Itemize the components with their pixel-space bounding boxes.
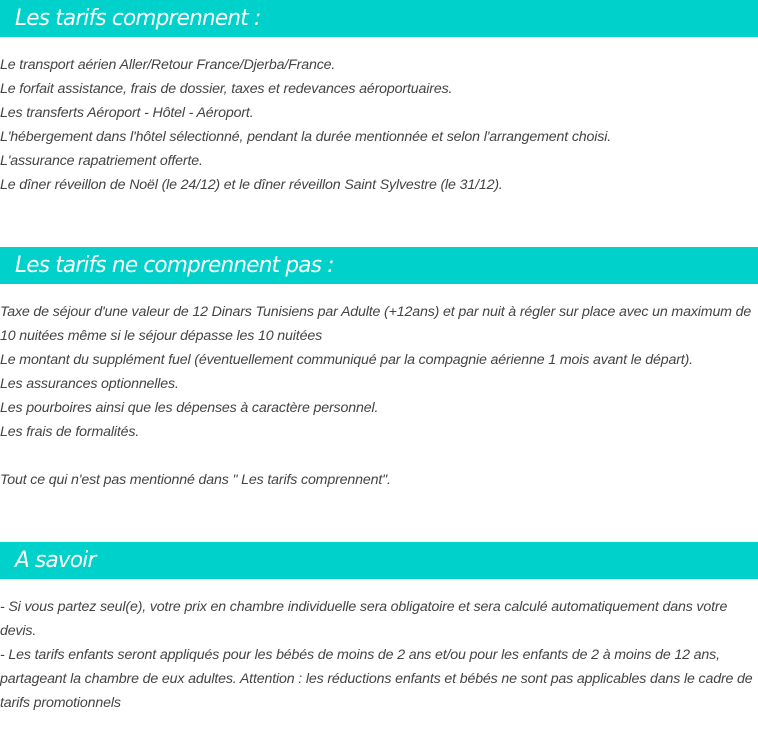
not-included-item: Les assurances optionnelles. bbox=[0, 376, 179, 392]
section-title-included: Les tarifs comprennent : bbox=[15, 5, 261, 31]
included-item: Les transferts Aéroport - Hôtel - Aéroport. bbox=[0, 105, 254, 121]
spacer bbox=[0, 444, 758, 468]
included-item: Le dîner réveillon de Noël (le 24/12) et le dîner réveillon Saint Sylvestre (le 31/12). bbox=[0, 177, 503, 193]
included-item: Le forfait assistance, frais de dossier, taxes et redevances aéroportuaires. bbox=[0, 81, 453, 97]
included-item: L'hébergement dans l'hôtel sélectionné, pendant la durée mentionnée et selon l'arrangement choisi. bbox=[0, 129, 611, 145]
not-included-item: Les pourboires ainsi que les dépenses à caractère personnel. bbox=[0, 400, 379, 416]
good-to-know-item: - Les tarifs enfants seront appliqués pour les bébés de moins de 2 ans et/ou pour les enfants de 2 à moins de 12 ans, partageant la chambre de eux adultes. Attention : les réductions enfants et bébés ne sont pas applicables dans le cadre de tarifs promotionnels bbox=[0, 647, 753, 711]
not-included-note: Tout ce qui n'est pas mentionné dans " Les tarifs comprennent". bbox=[0, 472, 391, 488]
section-header-included bbox=[0, 0, 758, 37]
not-included-list bbox=[0, 300, 758, 492]
section-header-not-included bbox=[0, 247, 758, 284]
section-title-good-to-know: A savoir bbox=[15, 547, 96, 573]
good-to-know-item: - Si vous partez seul(e), votre prix en chambre individuelle sera obligatoire et sera calculé automatiquement dans votre devis. bbox=[0, 599, 728, 639]
not-included-item: Les frais de formalités. bbox=[0, 424, 140, 440]
not-included-item: Taxe de séjour d'une valeur de 12 Dinars Tunisiens par Adulte (+12ans) et par nuit à régler sur place avec un maximum de 10 nuitées même si le séjour dépasse les 10 nuitées bbox=[0, 304, 752, 344]
section-title-not-included: Les tarifs ne comprennent pas : bbox=[15, 252, 334, 278]
good-to-know-list bbox=[0, 595, 758, 715]
included-list bbox=[0, 53, 758, 197]
included-item: L'assurance rapatriement offerte. bbox=[0, 153, 203, 169]
section-header-good-to-know bbox=[0, 542, 758, 579]
included-item: Le transport aérien Aller/Retour France/Djerba/France. bbox=[0, 57, 336, 73]
not-included-item: Le montant du supplément fuel (éventuellement communiqué par la compagnie aérienne 1 mois avant le départ). bbox=[0, 352, 693, 368]
